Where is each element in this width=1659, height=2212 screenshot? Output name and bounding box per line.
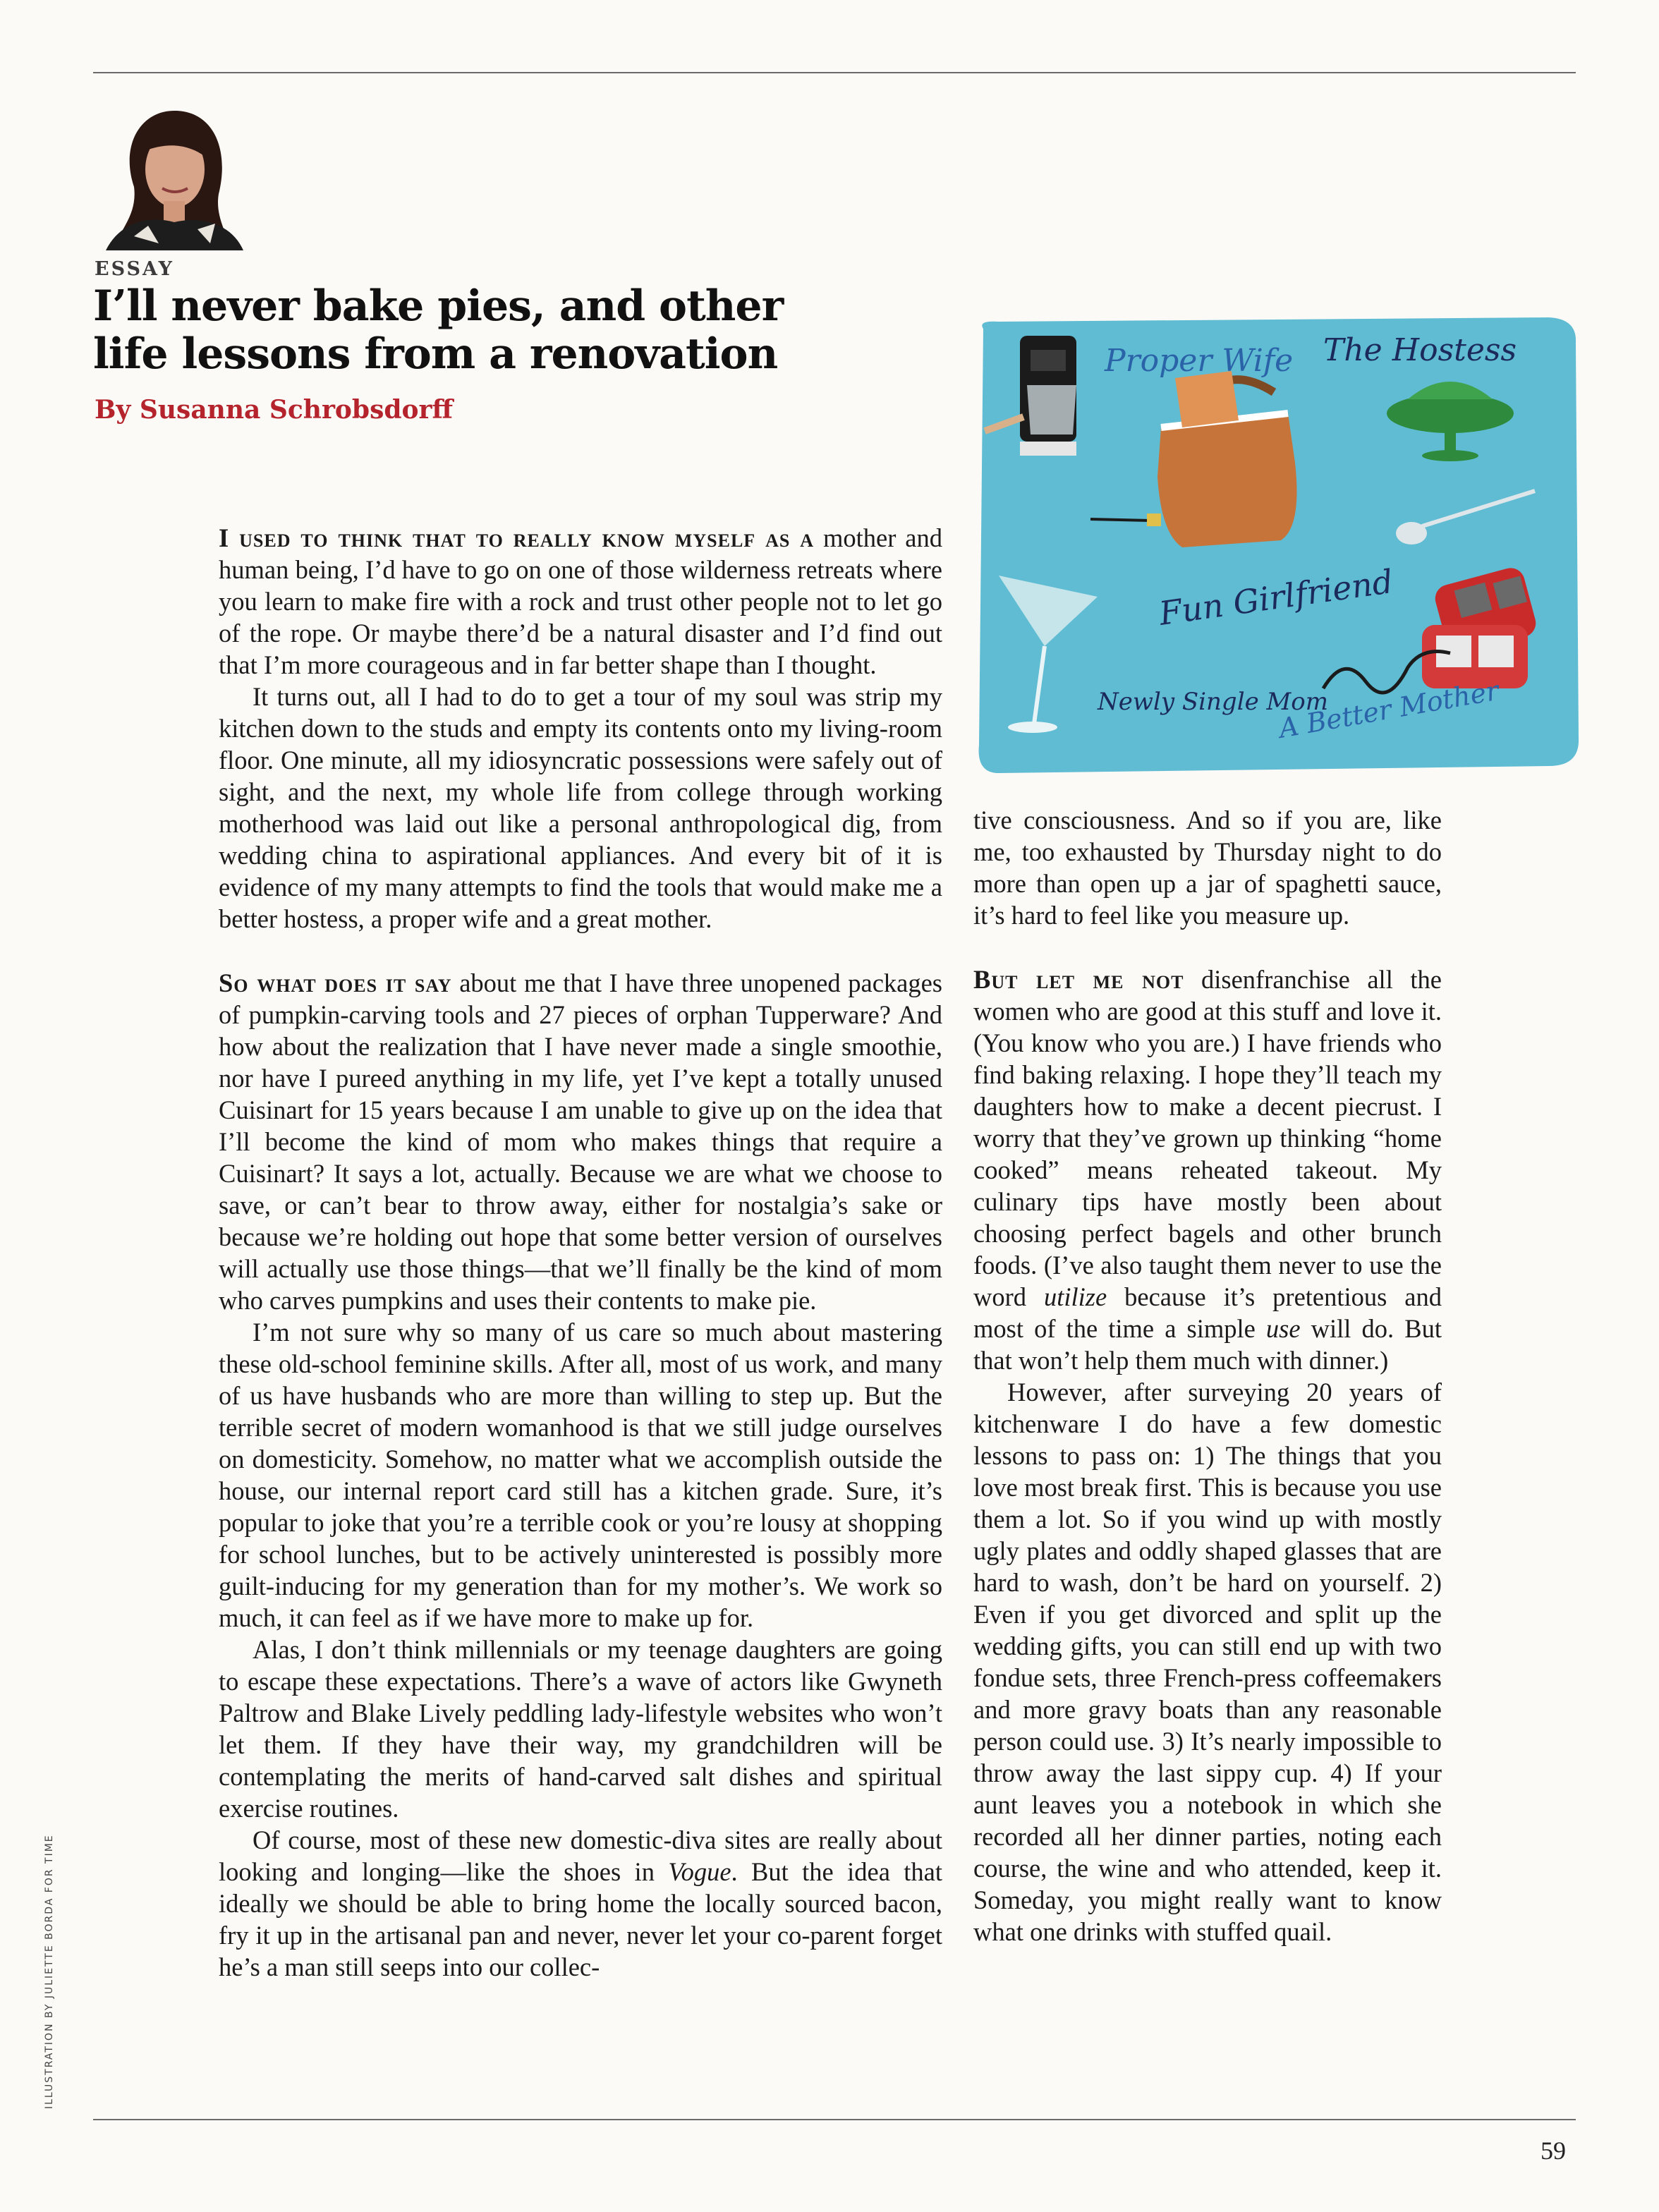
left-column bbox=[219, 522, 942, 1983]
label-fun-girlfriend: Fun Girlfriend bbox=[1157, 561, 1396, 633]
paragraph-text: . But the idea that ideally we should be able to bring home the locally sourced bacon, fry it up in the artisanal pan and never, never let your co-parent forget he’s a man still seeps into our collec- bbox=[219, 1857, 942, 1981]
paragraph-4: I’m not sure why so many of us care so much about mastering these old-school feminine skills. After all, most of us work, and many of us have husbands who are more than willing to step up. But the terrible secret of modern womanhood is that we still judge ourselves on domesticity. Somehow, no matter what we accomplish outside the house, our internal report card still has a kitchen grade. Sure, it’s popular to joke that you’re a terrible cook or you’re lousy at shopping for school lunches, but to be actively uninterested is possibly more guilt-inducing for my generation than for my mother’s. We work so much, it can feel as if we have more to make up for. bbox=[219, 1318, 942, 1632]
paragraph-text: because it’s pretentious and most of the time a simple bbox=[973, 1282, 1442, 1343]
headline-line-2: life lessons from a renovation bbox=[93, 329, 778, 379]
skewer-icon bbox=[1090, 519, 1150, 521]
headline bbox=[93, 282, 869, 378]
paragraph-9: However, after surveying 20 years of kitchenware I do have a few domestic lessons to pass on: 1) The things that you love most break first. This is because you use them a lot. So if you wind up with mostly ugly plates and oddly shaped glasses that are hard to wash, don’t be hard on yourself. 2) Even if you get divorced and split up the wedding gifts, you can still end up with two fondue sets, three French-press coffeemakers and more gravy boats than any reasonable person could use. 3) It’s nearly impossible to throw away the last sippy cup. 4) If your aunt leaves you a notebook in which she recorded all her dinner parties, noting each course, the wine and who attended, keep it. Someday, you might really want to know what one drinks with stuffed quail. bbox=[973, 1378, 1442, 1946]
page-number: 59 bbox=[1540, 2137, 1566, 2165]
lead-in: I used to think that to really know myself as a bbox=[219, 523, 815, 552]
illustration bbox=[971, 315, 1581, 774]
section-label: ESSAY bbox=[95, 258, 174, 280]
paragraph-text: will do. But that won’t help them much with dinner.) bbox=[973, 1314, 1442, 1375]
top-rule bbox=[93, 72, 1576, 73]
paragraph-3 bbox=[219, 967, 942, 1316]
paragraph-text: mother and human being, I’d have to go on one of those wilderness retreats where you learn to make fire with a rock and trust other people not to let go of the rope. Or maybe there’d be a natural disaster and I’d find out that I’m more courageous and in far better shape than I thought. bbox=[219, 523, 942, 679]
paragraph-text: Of course, most of these new domestic-diva sites are really about looking and longing—like the shoes in bbox=[219, 1825, 942, 1886]
bottom-rule bbox=[93, 2119, 1576, 2120]
author-portrait bbox=[92, 102, 251, 250]
headline-line-1: I’ll never bake pies, and other bbox=[93, 281, 784, 331]
right-column bbox=[973, 804, 1442, 1947]
byline: By Susanna Schrobsdorff bbox=[95, 395, 454, 425]
paragraph-text: disenfranchise all the women who are good at this stuff and love it. (You know who you are.) I have friends who find baking relaxing. I hope they’ll teach my daughters how to make a decent piecrust. I worry that they’ve grown up thinking “home cooked” means reheated takeout. My culinary tips have mostly been about choosing perfect bagels and other brunch foods. (I’ve also taught them never to use the word bbox=[973, 965, 1442, 1311]
paragraph-8 bbox=[973, 964, 1442, 1376]
label-proper-wife: Proper Wife bbox=[1105, 343, 1294, 379]
skewer-handle-icon bbox=[1147, 514, 1161, 526]
italic-word: utilize bbox=[1043, 1282, 1107, 1311]
illustration-credit: ILLUSTRATION BY JULIETTE BORDA FOR TIME bbox=[44, 1834, 55, 2109]
ladle-bowl-icon bbox=[1396, 522, 1427, 545]
paragraph-2: It turns out, all I had to do to get a tour of my soul was strip my kitchen down to the studs and empty its contents onto my living-room floor. One minute, all my idiosyncratic possessions were safely out of sight, and the next, my whole life from college through working motherhood was laid out like a personal anthropological dig, from wedding china to aspirational appliances. And every bit of it is evidence of my many attempts to find the tools that would make me a better hostess, a proper wife and a great mother. bbox=[219, 682, 942, 933]
label-better-mother: A Better Mother bbox=[1276, 674, 1502, 744]
paragraph-6 bbox=[219, 1824, 942, 1983]
lead-in: So what does it say bbox=[219, 968, 452, 997]
paragraph-7: tive consciousness. And so if you are, like me, too exhausted by Thursday night to do more than open up a jar of spaghetti sauce, it’s hard to feel like you measure up. bbox=[973, 806, 1442, 930]
paragraph-text: about me that I have three unopened packages of pumpkin-carving tools and 27 pieces of orphan Tupperware? And how about the realization that I have never made a single smoothie, nor have I pureed anything in my life, yet I’ve kept a totally unused Cuisinart for 15 years because I am unable to give up on the idea that I’ll become the kind of mom who makes things that require a Cuisinart? It says a lot, actually. Because we are what we choose to save, or can’t bear to throw away, either for nostalgia’s sake or because we’re holding out hope that some better version of ourselves will actually use those things—that we’ll finally be the kind of mom who carves pumpkins and uses their contents to make pie. bbox=[219, 968, 943, 1315]
paragraph-5: Alas, I don’t think millennials or my teenage daughters are going to escape these expectations. There’s a wave of actors like Gwyneth Paltrow and Blake Lively peddling lady-lifestyle websites who won’t let them. If they have their way, my grandchildren will be contemplating the merits of hand-carved salt dishes and spiritual exercise routines. bbox=[219, 1635, 942, 1823]
label-newly-single-mom: Newly Single Mom bbox=[1098, 688, 1329, 716]
paragraph-1 bbox=[219, 522, 942, 681]
italic-title: Vogue bbox=[668, 1857, 731, 1886]
italic-word: use bbox=[1265, 1314, 1301, 1343]
lead-in: But let me not bbox=[973, 965, 1184, 994]
label-hostess: The Hostess bbox=[1323, 332, 1517, 368]
